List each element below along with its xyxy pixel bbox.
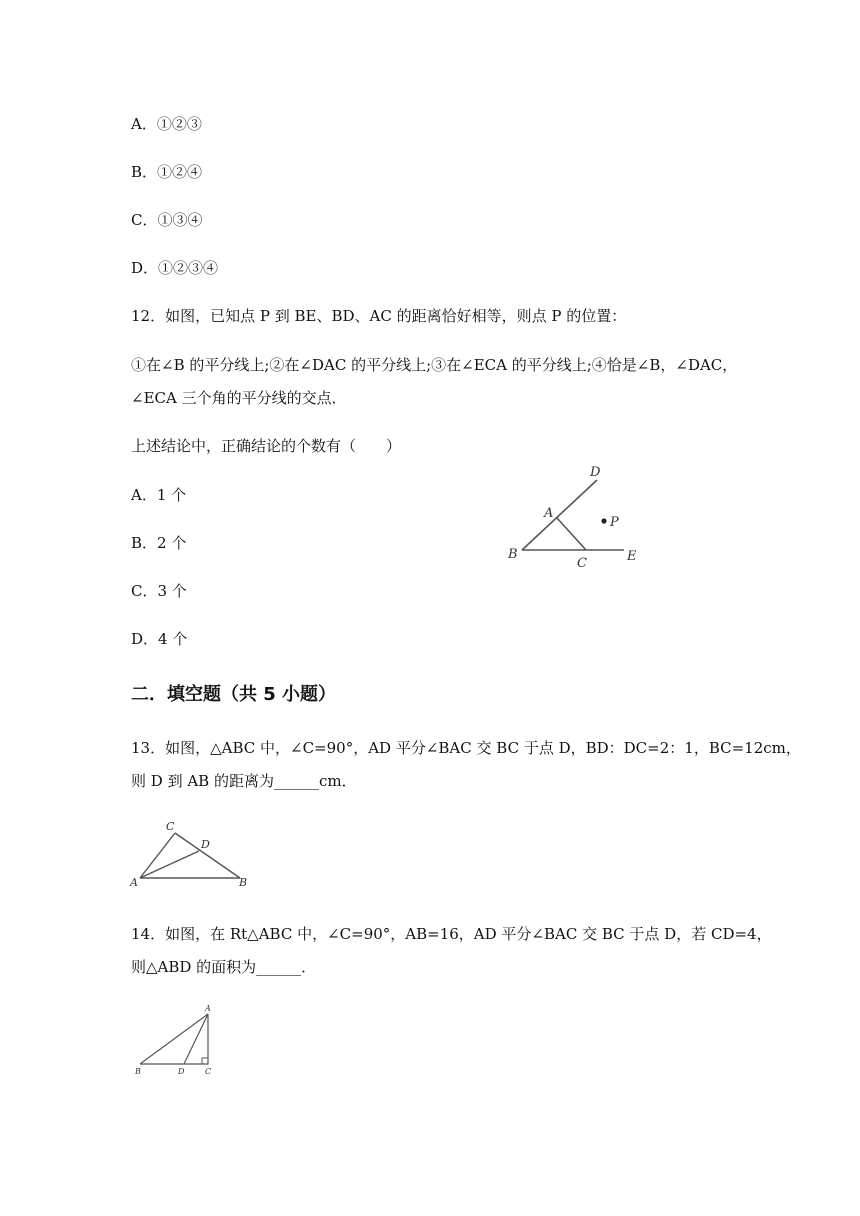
point-p: [601, 518, 606, 523]
label-b: B: [508, 547, 518, 562]
label-c: C: [166, 820, 175, 833]
q12-question: 上述结论中，正确结论的个数有（ ）: [131, 437, 402, 455]
side-ca: [140, 833, 175, 878]
q12-option-c: C．3 个: [131, 582, 187, 600]
label-p: P: [610, 515, 619, 530]
label-c: C: [205, 1067, 212, 1076]
label-a: A: [544, 506, 554, 521]
section-heading: 二．填空题（共 5 小题）: [131, 684, 337, 705]
segment-ad: [140, 851, 199, 878]
label-e: E: [627, 549, 637, 564]
q11-option-b: B．①②④: [131, 163, 203, 181]
q13-line2: 则 D 到 AB 的距离为______cm．: [131, 772, 357, 790]
q11-option-c: C．①③④: [131, 211, 203, 229]
q13-figure: [128, 818, 258, 890]
q14-line2: 则△ABD 的面积为______．: [131, 958, 317, 976]
q12-option-b: B．2 个: [131, 534, 187, 552]
q11-option-a: A．①②③: [131, 115, 202, 133]
side-ba: [140, 1014, 208, 1064]
q12-option-a: A．1 个: [131, 486, 187, 504]
q12-items-line2: ∠ECA 三个角的平分线的交点．: [131, 389, 347, 407]
q12-figure: [500, 460, 650, 572]
label-a: A: [205, 1004, 211, 1013]
q12-items-line1: ①在∠B 的平分线上;②在∠DAC 的平分线上;③在∠ECA 的平分线上;④恰是∠B，∠DAC，: [131, 356, 738, 374]
q14-line1: 14．如图，在 Rt△ABC 中，∠C=90°，AB=16，AD 平分∠BAC 交 BC 于点 D，若 CD=4，: [131, 925, 772, 943]
segment-ad: [184, 1014, 208, 1064]
q12-option-d: D．4 个: [131, 630, 188, 648]
label-d: D: [178, 1067, 185, 1076]
right-angle-mark: [202, 1058, 208, 1064]
q12-stem: 12．如图，已知点 P 到 BE、BD、AC 的距离恰好相等，则点 P 的位置：: [131, 307, 627, 325]
label-a: A: [130, 876, 138, 889]
label-d: D: [590, 465, 601, 480]
label-b: B: [239, 876, 248, 889]
q11-option-d: D．①②③④: [131, 259, 219, 277]
label-b: B: [135, 1067, 141, 1076]
label-c: C: [577, 556, 587, 571]
ray-bd: [522, 480, 597, 550]
segment-ac: [557, 518, 586, 550]
q14-figure: [128, 1000, 228, 1080]
label-d: D: [201, 838, 210, 851]
q13-line1: 13．如图，△ABC 中，∠C=90°，AD 平分∠BAC 交 BC 于点 D，BD：DC=2：1，BC=12cm，: [131, 739, 801, 757]
